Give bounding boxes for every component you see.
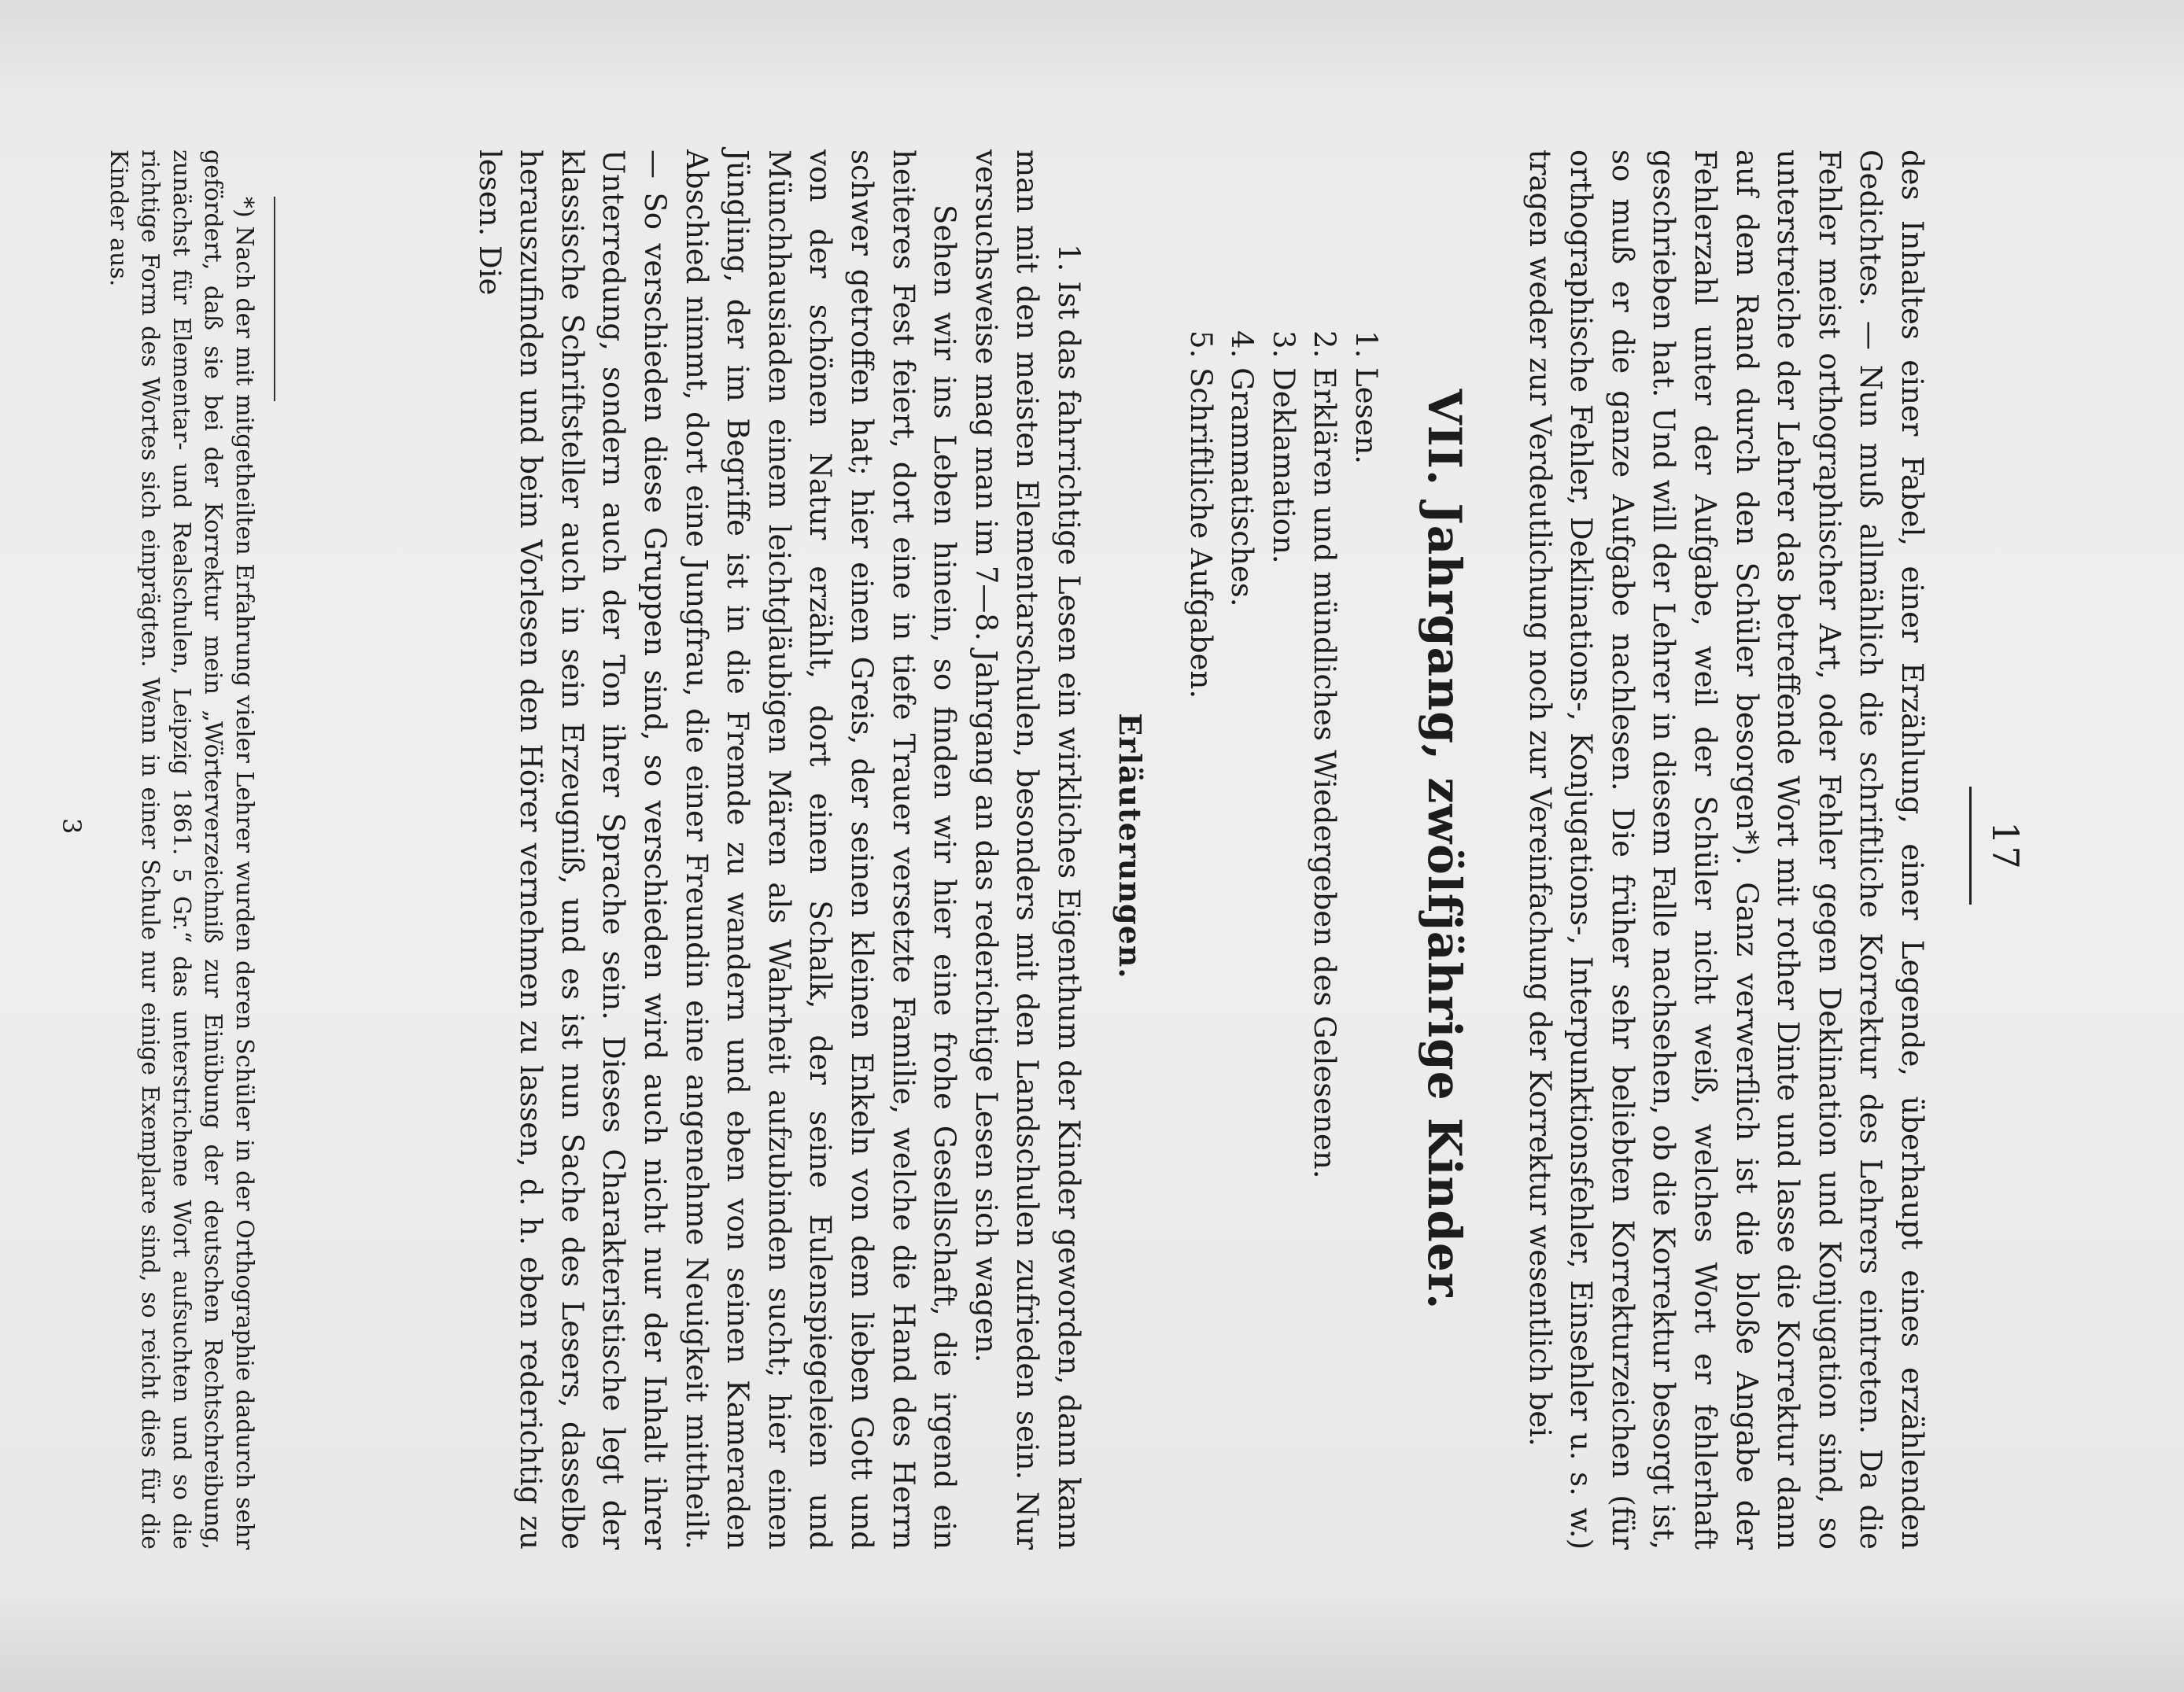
subject-item: 1. Lesen. — [1349, 330, 1383, 465]
subject-list — [1179, 330, 1386, 1179]
subject-item: 2. Erklären und mündliches Wiedergeben des Gelesenen. — [1308, 330, 1342, 1179]
signature-mark: 3 — [57, 818, 87, 835]
body-paragraph: 1. Ist das fahrrichtige Lesen ein wirkliches Eigenthum der Kinder geworden, dann kann man mit den meisten Elementarschulen, besonders mit den Landschulen zufrieden sein. Nur versuchsweise mag man im 7—8. Jahrgang an das rederichtige Lesen sich wagen. — [968, 149, 1086, 1550]
section-subheading: Erläuterungen. — [1112, 713, 1148, 979]
subject-item: 3. Deklamation. — [1266, 330, 1300, 564]
footnote-rule — [274, 197, 275, 401]
subject-item: 5. Schriftliche Aufgaben. — [1183, 330, 1218, 699]
page-number-rule — [1969, 787, 1972, 905]
body-paragraph: Sehen wir ins Leben hinein, so finden wir hier eine frohe Gesellschaft, die irgend ein heiteres Fest feiert, dort eine in tiefe Trauer versetzte Familie, welche die Hand des Herrn schwer getroffen hat; hier einen Greis, der seinen kleinen Enkeln von dem lieben Gott und von der schönen Natur erzählt, dort einen Schalk, der seine Eulenspiegeleien und Münchhausiaden einem leichtgläubigen Mären als Wahrheit aufzubinden sucht; hier einen Jüngling, der im Begriffe ist in die Fremde zu wandern und eben von seinen Kameraden Abschied nimmt, dort eine Jungfrau, die einer Freundin eine angenehme Neuigkeit mittheilt. — So verschieden diese Gruppen sind, so verschieden wird auch nicht nur der Inhalt ihrer Unterredung, sondern auch der Ton ihrer Sprache sein. Dieses Charakteristische legt der klassische Schriftsteller auch in sein Erzeugniß, und es ist nun Sache des Lesers, dasselbe herauszufinden und beim Vorlesen den Hörer vernehmen zu lassen, d. h. eben rederichtig zu lesen. Die — [472, 149, 962, 1550]
page-number: 17 — [1984, 821, 2027, 871]
footnote: *) Nach der mit mitgetheilten Erfahrung vieler Lehrer wurden deren Schüler in der Orthographie dadurch sehr gefördert, daß sie bei der Korrektur mein „Wörterverzeichniß zur Einübung der deutschen Rechtschreibung, zunächst für Elementar- und Realschulen, Leipzig 1861. 5 Gr.“ das unterstrichene Wort aufsuchten und so die richtige Form des Wortes sich einprägten. Wenn in einer Schule nur einige Exemplare sind, so reicht dies für die Kinder aus. — [105, 149, 258, 1550]
intro-paragraph: des Inhaltes einer Fabel, einer Erzählung, einer Legende, überhaupt eines erzählenden Gedichtes. — Nun muß allmählich die schriftliche Korrektur des Lehrers eintreten. Da die Fehler meist orthographischer Art, oder Fehler gegen Deklination und Konjugation sind, so unterstreiche der Lehrer das betreffende Wort mit rother Dinte und lasse die Korrektur dann auf dem Rand durch den Schüler besorgen*). Ganz verwerflich ist die bloße Angabe der Fehlerzahl unter der Aufgabe, weil der Schüler nicht weiß, welches Wort er fehlerhaft geschrieben hat. Und will der Lehrer in diesem Falle nachsehen, ob die Korrektur besorgt ist, so muß er die ganze Aufgabe nachlesen. Die früher sehr beliebten Korrekturzeichen (für orthographische Fehler, Deklinations-, Konjugations-, Interpunktionsfehler, Einsehler u. s. w.) tragen weder zur Verdeutlichung noch zur Vereinfachung der Korrektur wesentlich bei. — [1522, 149, 1929, 1550]
subject-item: 4. Grammatisches. — [1225, 330, 1260, 607]
body-text — [468, 149, 1089, 1550]
chapter-title: VII. Jahrgang, zwölfjährige Kinder. — [1418, 389, 1471, 1310]
